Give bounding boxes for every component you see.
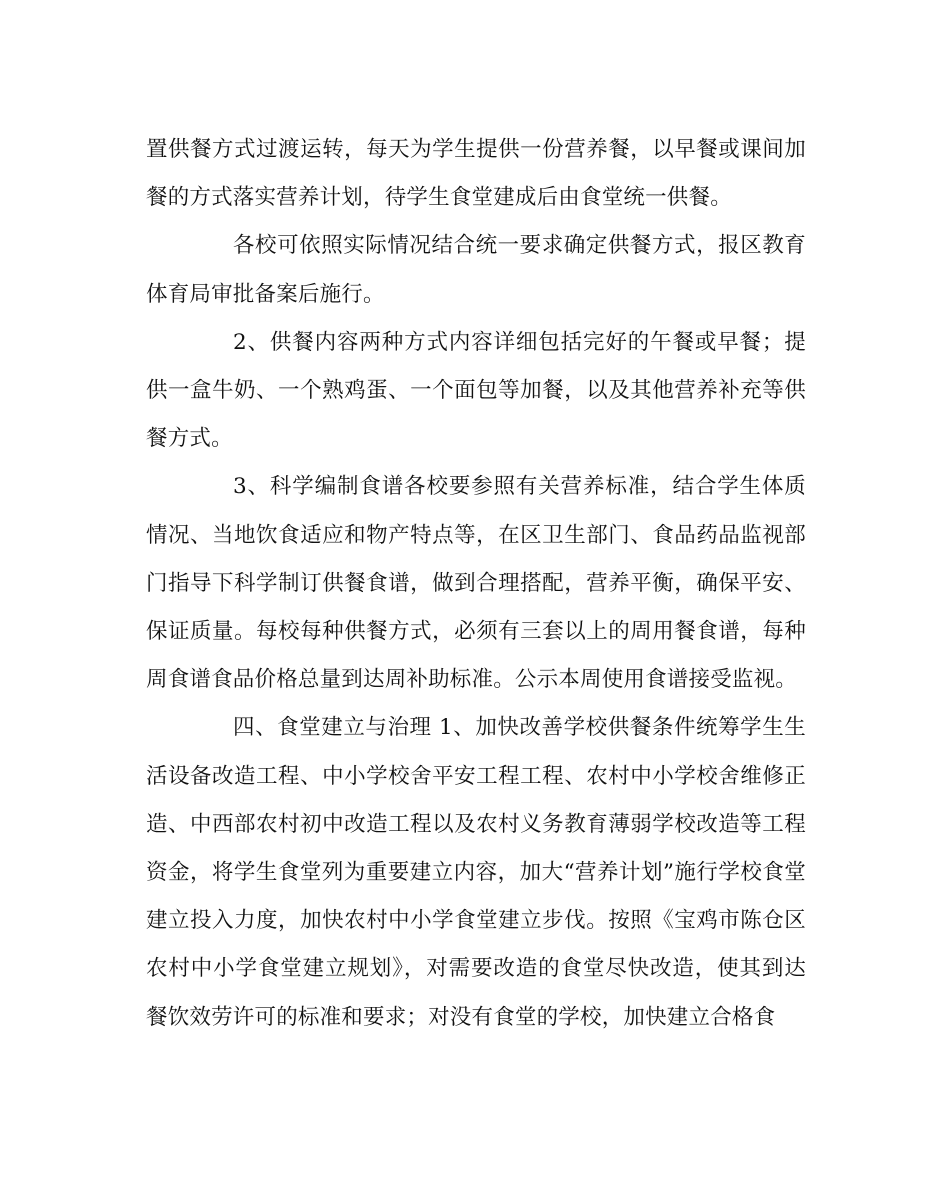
paragraph-4: 3、科学编制食谱各校要参照有关营养标准，结合学生体质情况、当地饮食适应和物产特点等，在区卫生部门、食品药品监视部门指导下科学制订供餐食谱，做到合理搭配，营养平衡，确保平安、保证质量。每校每种供餐方式，必须有三套以上的周用餐食谱，每种周食谱食品价格总量到达周补助标准。公示本周使用食谱接受监视。 [146, 474, 806, 693]
paragraph-1: 置供餐方式过渡运转，每天为学生提供一份营养餐，以早餐或课间加餐的方式落实营养计划，待学生食堂建成后由食堂统一供餐。 [146, 137, 806, 211]
paragraph-3: 2、供餐内容两种方式内容详细包括完好的午餐或早餐；提供一盒牛奶、一个熟鸡蛋、一个面包等加餐，以及其他营养补充等供餐方式。 [146, 329, 806, 452]
paragraph-5: 四、食堂建立与治理 1、加快改善学校供餐条件统筹学生生活设备改造工程、中小学校舍平安工程工程、农村中小学校舍维修正造、中西部农村初中改造工程以及农村义务教育薄弱学校改造等工程资金，将学生食堂列为重要建立内容，加大“营养计划”施行学校食堂建立投入力度，加快农村中小学食堂建立步伐。按照《宝鸡市陈仓区农村中小学食堂建立规划》，对需要改造的食堂尽快改造，使其到达餐饮效劳许可的标准和要求；对没有食堂的学校，加快建立合格食 [146, 715, 806, 1030]
paragraph-2: 各校可依照实际情况结合统一要求确定供餐方式，报区教育体育局审批备案后施行。 [146, 233, 806, 307]
document-body [146, 126, 806, 1042]
